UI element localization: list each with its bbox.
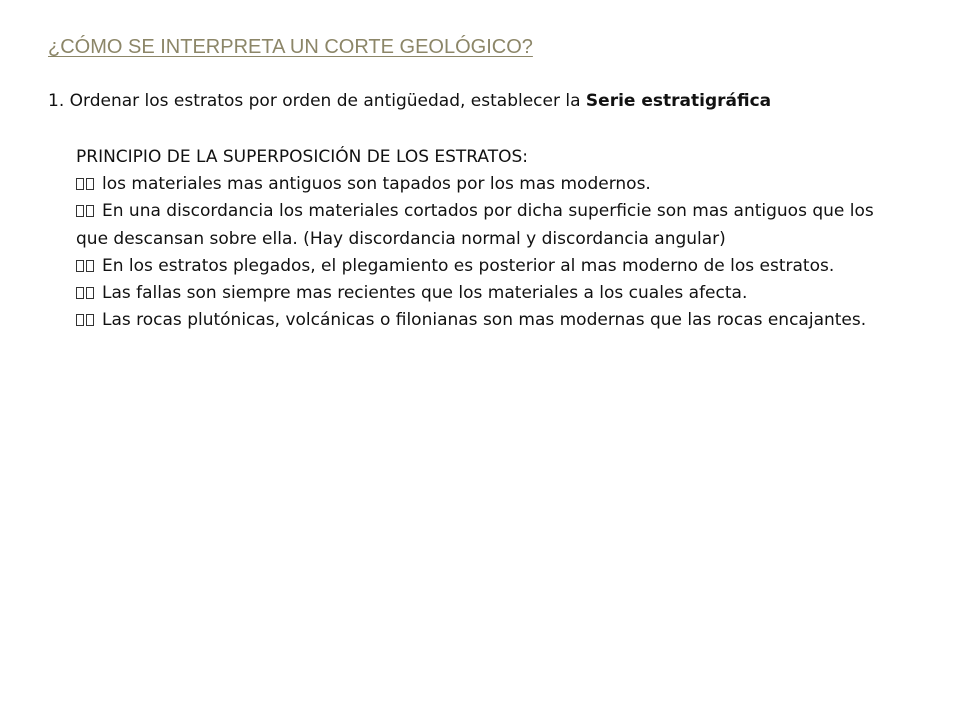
missing-glyph-icon	[76, 253, 96, 280]
principle-item	[76, 253, 876, 280]
step-one-bold: Serie estratigráfica	[585, 91, 772, 111]
principle-item	[76, 198, 876, 252]
step-one	[48, 91, 771, 111]
step-one-text: 1. Ordenar los estratos por orden de antigüedad, establecer la	[48, 91, 586, 111]
principle-item-text: En una discordancia los materiales cortados por dicha superficie son mas antiguos que los que descansan sobre ella. (Hay discordancia normal y discordancia angular)	[76, 201, 874, 249]
missing-glyph-icon	[76, 171, 96, 198]
slide-title: ¿CÓMO SE INTERPRETA UN CORTE GEOLÓGICO?	[48, 36, 533, 58]
missing-glyph-icon	[76, 198, 96, 225]
missing-glyph-icon	[76, 307, 96, 334]
principle-block	[76, 144, 876, 334]
principle-item	[76, 307, 876, 334]
principle-heading: PRINCIPIO DE LA SUPERPOSICIÓN DE LOS ESTRATOS:	[76, 147, 529, 167]
principle-item	[76, 171, 876, 198]
principle-item-text: Las fallas son siempre mas recientes que los materiales a los cuales afecta.	[102, 283, 748, 304]
missing-glyph-icon	[76, 280, 96, 307]
principle-item-text: los materiales mas antiguos son tapados por los mas modernos.	[102, 174, 651, 195]
principle-item-text: Las rocas plutónicas, volcánicas o filonianas son mas modernas que las rocas encajantes.	[102, 310, 867, 331]
principle-item-text: En los estratos plegados, el plegamiento es posterior al mas moderno de los estratos.	[102, 255, 835, 276]
principle-item	[76, 280, 876, 307]
